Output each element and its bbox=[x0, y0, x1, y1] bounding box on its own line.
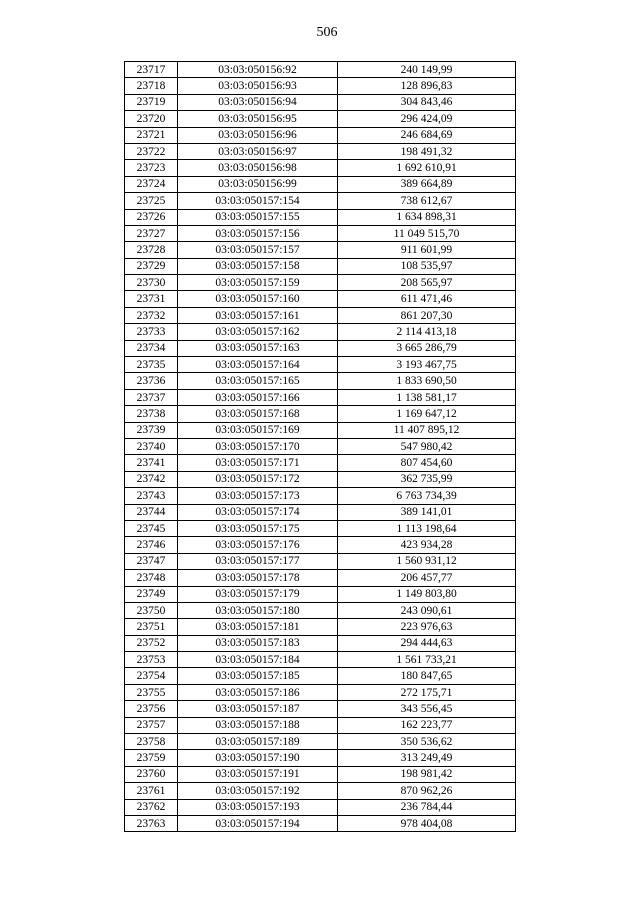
row-number-cell: 23735 bbox=[125, 357, 178, 373]
value-cell: 208 565,97 bbox=[338, 275, 516, 291]
cadastral-number-cell: 03:03:050157:157 bbox=[178, 242, 338, 258]
cadastral-number-cell: 03:03:050157:193 bbox=[178, 799, 338, 815]
row-number-cell: 23725 bbox=[125, 193, 178, 209]
cadastral-number-cell: 03:03:050157:190 bbox=[178, 750, 338, 766]
row-number-cell: 23744 bbox=[125, 504, 178, 520]
value-cell: 1 833 690,50 bbox=[338, 373, 516, 389]
row-number-cell: 23721 bbox=[125, 127, 178, 143]
table-row bbox=[125, 176, 516, 192]
row-number-cell: 23749 bbox=[125, 586, 178, 602]
cadastral-number-cell: 03:03:050157:192 bbox=[178, 783, 338, 799]
value-cell: 296 424,09 bbox=[338, 111, 516, 127]
table-row bbox=[125, 734, 516, 750]
cadastral-number-cell: 03:03:050157:173 bbox=[178, 488, 338, 504]
cadastral-number-cell: 03:03:050156:96 bbox=[178, 127, 338, 143]
value-cell: 162 223,77 bbox=[338, 717, 516, 733]
cadastral-number-cell: 03:03:050157:165 bbox=[178, 373, 338, 389]
table-row bbox=[125, 94, 516, 110]
value-cell: 547 980,42 bbox=[338, 438, 516, 454]
row-number-cell: 23722 bbox=[125, 143, 178, 159]
table-row bbox=[125, 701, 516, 717]
value-cell: 1 560 931,12 bbox=[338, 553, 516, 569]
cadastral-number-cell: 03:03:050157:166 bbox=[178, 389, 338, 405]
cadastral-number-cell: 03:03:050156:99 bbox=[178, 176, 338, 192]
value-cell: 978 404,08 bbox=[338, 815, 516, 831]
table-row bbox=[125, 78, 516, 94]
row-number-cell: 23743 bbox=[125, 488, 178, 504]
table-row bbox=[125, 127, 516, 143]
value-cell: 243 090,61 bbox=[338, 602, 516, 618]
row-number-cell: 23720 bbox=[125, 111, 178, 127]
cadastral-number-cell: 03:03:050157:186 bbox=[178, 684, 338, 700]
value-cell: 1 692 610,91 bbox=[338, 160, 516, 176]
table-row bbox=[125, 62, 516, 78]
table-row bbox=[125, 422, 516, 438]
row-number-cell: 23737 bbox=[125, 389, 178, 405]
cadastral-number-cell: 03:03:050156:98 bbox=[178, 160, 338, 176]
value-cell: 807 454,60 bbox=[338, 455, 516, 471]
cadastral-number-cell: 03:03:050157:179 bbox=[178, 586, 338, 602]
row-number-cell: 23729 bbox=[125, 258, 178, 274]
cadastral-number-cell: 03:03:050157:160 bbox=[178, 291, 338, 307]
value-cell: 738 612,67 bbox=[338, 193, 516, 209]
row-number-cell: 23736 bbox=[125, 373, 178, 389]
registry-table bbox=[124, 61, 516, 832]
value-cell: 128 896,83 bbox=[338, 78, 516, 94]
value-cell: 206 457,77 bbox=[338, 570, 516, 586]
table-row bbox=[125, 373, 516, 389]
value-cell: 108 535,97 bbox=[338, 258, 516, 274]
value-cell: 343 556,45 bbox=[338, 701, 516, 717]
cadastral-number-cell: 03:03:050156:93 bbox=[178, 78, 338, 94]
table-row bbox=[125, 783, 516, 799]
row-number-cell: 23755 bbox=[125, 684, 178, 700]
table-row bbox=[125, 488, 516, 504]
value-cell: 6 763 734,39 bbox=[338, 488, 516, 504]
table-row bbox=[125, 586, 516, 602]
table-row bbox=[125, 111, 516, 127]
table-row bbox=[125, 471, 516, 487]
value-cell: 2 114 413,18 bbox=[338, 324, 516, 340]
row-number-cell: 23739 bbox=[125, 422, 178, 438]
row-number-cell: 23728 bbox=[125, 242, 178, 258]
value-cell: 11 049 515,70 bbox=[338, 225, 516, 241]
table-row bbox=[125, 340, 516, 356]
cadastral-number-cell: 03:03:050157:155 bbox=[178, 209, 338, 225]
value-cell: 3 665 286,79 bbox=[338, 340, 516, 356]
row-number-cell: 23759 bbox=[125, 750, 178, 766]
row-number-cell: 23752 bbox=[125, 635, 178, 651]
row-number-cell: 23763 bbox=[125, 815, 178, 831]
value-cell: 362 735,99 bbox=[338, 471, 516, 487]
table-row bbox=[125, 455, 516, 471]
table-row bbox=[125, 275, 516, 291]
cadastral-number-cell: 03:03:050157:178 bbox=[178, 570, 338, 586]
row-number-cell: 23719 bbox=[125, 94, 178, 110]
row-number-cell: 23723 bbox=[125, 160, 178, 176]
registry-table-body bbox=[125, 62, 516, 832]
row-number-cell: 23757 bbox=[125, 717, 178, 733]
row-number-cell: 23756 bbox=[125, 701, 178, 717]
row-number-cell: 23740 bbox=[125, 438, 178, 454]
value-cell: 304 843,46 bbox=[338, 94, 516, 110]
table-row bbox=[125, 406, 516, 422]
row-number-cell: 23746 bbox=[125, 537, 178, 553]
cadastral-number-cell: 03:03:050157:170 bbox=[178, 438, 338, 454]
table-row bbox=[125, 357, 516, 373]
value-cell: 1 169 647,12 bbox=[338, 406, 516, 422]
value-cell: 198 981,42 bbox=[338, 766, 516, 782]
cadastral-number-cell: 03:03:050157:185 bbox=[178, 668, 338, 684]
cadastral-number-cell: 03:03:050157:172 bbox=[178, 471, 338, 487]
row-number-cell: 23717 bbox=[125, 62, 178, 78]
cadastral-number-cell: 03:03:050157:181 bbox=[178, 619, 338, 635]
value-cell: 350 536,62 bbox=[338, 734, 516, 750]
table-row bbox=[125, 570, 516, 586]
value-cell: 1 634 898,31 bbox=[338, 209, 516, 225]
row-number-cell: 23742 bbox=[125, 471, 178, 487]
value-cell: 272 175,71 bbox=[338, 684, 516, 700]
table-row bbox=[125, 766, 516, 782]
value-cell: 240 149,99 bbox=[338, 62, 516, 78]
cadastral-number-cell: 03:03:050157:177 bbox=[178, 553, 338, 569]
table-row bbox=[125, 324, 516, 340]
cadastral-number-cell: 03:03:050157:194 bbox=[178, 815, 338, 831]
table-row bbox=[125, 668, 516, 684]
table-row bbox=[125, 520, 516, 536]
row-number-cell: 23760 bbox=[125, 766, 178, 782]
row-number-cell: 23738 bbox=[125, 406, 178, 422]
row-number-cell: 23754 bbox=[125, 668, 178, 684]
row-number-cell: 23730 bbox=[125, 275, 178, 291]
cadastral-number-cell: 03:03:050157:187 bbox=[178, 701, 338, 717]
row-number-cell: 23748 bbox=[125, 570, 178, 586]
cadastral-number-cell: 03:03:050157:191 bbox=[178, 766, 338, 782]
value-cell: 911 601,99 bbox=[338, 242, 516, 258]
table-row bbox=[125, 750, 516, 766]
table-row bbox=[125, 602, 516, 618]
value-cell: 389 664,89 bbox=[338, 176, 516, 192]
value-cell: 861 207,30 bbox=[338, 307, 516, 323]
table-row bbox=[125, 619, 516, 635]
cadastral-number-cell: 03:03:050157:183 bbox=[178, 635, 338, 651]
cadastral-number-cell: 03:03:050157:154 bbox=[178, 193, 338, 209]
value-cell: 11 407 895,12 bbox=[338, 422, 516, 438]
table-row bbox=[125, 652, 516, 668]
cadastral-number-cell: 03:03:050156:97 bbox=[178, 143, 338, 159]
cadastral-number-cell: 03:03:050156:92 bbox=[178, 62, 338, 78]
row-number-cell: 23731 bbox=[125, 291, 178, 307]
cadastral-number-cell: 03:03:050157:188 bbox=[178, 717, 338, 733]
cadastral-number-cell: 03:03:050157:169 bbox=[178, 422, 338, 438]
value-cell: 423 934,28 bbox=[338, 537, 516, 553]
cadastral-number-cell: 03:03:050157:162 bbox=[178, 324, 338, 340]
row-number-cell: 23727 bbox=[125, 225, 178, 241]
table-row bbox=[125, 225, 516, 241]
row-number-cell: 23724 bbox=[125, 176, 178, 192]
table-row bbox=[125, 504, 516, 520]
cadastral-number-cell: 03:03:050157:168 bbox=[178, 406, 338, 422]
table-row bbox=[125, 242, 516, 258]
value-cell: 246 684,69 bbox=[338, 127, 516, 143]
row-number-cell: 23747 bbox=[125, 553, 178, 569]
table-row bbox=[125, 537, 516, 553]
cadastral-number-cell: 03:03:050156:95 bbox=[178, 111, 338, 127]
row-number-cell: 23758 bbox=[125, 734, 178, 750]
value-cell: 389 141,01 bbox=[338, 504, 516, 520]
cadastral-number-cell: 03:03:050157:164 bbox=[178, 357, 338, 373]
row-number-cell: 23733 bbox=[125, 324, 178, 340]
row-number-cell: 23750 bbox=[125, 602, 178, 618]
value-cell: 313 249,49 bbox=[338, 750, 516, 766]
cadastral-number-cell: 03:03:050157:189 bbox=[178, 734, 338, 750]
value-cell: 223 976,63 bbox=[338, 619, 516, 635]
page-number: 506 bbox=[316, 25, 338, 40]
value-cell: 611 471,46 bbox=[338, 291, 516, 307]
row-number-cell: 23753 bbox=[125, 652, 178, 668]
row-number-cell: 23762 bbox=[125, 799, 178, 815]
cadastral-number-cell: 03:03:050157:171 bbox=[178, 455, 338, 471]
value-cell: 3 193 467,75 bbox=[338, 357, 516, 373]
value-cell: 870 962,26 bbox=[338, 783, 516, 799]
table-row bbox=[125, 143, 516, 159]
cadastral-number-cell: 03:03:050157:161 bbox=[178, 307, 338, 323]
table-row bbox=[125, 258, 516, 274]
value-cell: 1 561 733,21 bbox=[338, 652, 516, 668]
value-cell: 1 113 198,64 bbox=[338, 520, 516, 536]
table-row bbox=[125, 553, 516, 569]
table-row bbox=[125, 717, 516, 733]
value-cell: 236 784,44 bbox=[338, 799, 516, 815]
row-number-cell: 23718 bbox=[125, 78, 178, 94]
table-row bbox=[125, 389, 516, 405]
table-row bbox=[125, 160, 516, 176]
value-cell: 294 444,63 bbox=[338, 635, 516, 651]
table-row bbox=[125, 209, 516, 225]
row-number-cell: 23726 bbox=[125, 209, 178, 225]
cadastral-number-cell: 03:03:050157:158 bbox=[178, 258, 338, 274]
table-row bbox=[125, 635, 516, 651]
cadastral-number-cell: 03:03:050157:176 bbox=[178, 537, 338, 553]
cadastral-number-cell: 03:03:050157:184 bbox=[178, 652, 338, 668]
row-number-cell: 23761 bbox=[125, 783, 178, 799]
cadastral-number-cell: 03:03:050157:156 bbox=[178, 225, 338, 241]
table-row bbox=[125, 684, 516, 700]
row-number-cell: 23741 bbox=[125, 455, 178, 471]
value-cell: 1 149 803,80 bbox=[338, 586, 516, 602]
cadastral-number-cell: 03:03:050157:163 bbox=[178, 340, 338, 356]
table-row bbox=[125, 815, 516, 831]
cadastral-number-cell: 03:03:050157:174 bbox=[178, 504, 338, 520]
row-number-cell: 23751 bbox=[125, 619, 178, 635]
cadastral-number-cell: 03:03:050157:159 bbox=[178, 275, 338, 291]
value-cell: 198 491,32 bbox=[338, 143, 516, 159]
row-number-cell: 23734 bbox=[125, 340, 178, 356]
value-cell: 1 138 581,17 bbox=[338, 389, 516, 405]
cadastral-number-cell: 03:03:050156:94 bbox=[178, 94, 338, 110]
table-row bbox=[125, 307, 516, 323]
table-row bbox=[125, 291, 516, 307]
table-row bbox=[125, 438, 516, 454]
row-number-cell: 23745 bbox=[125, 520, 178, 536]
table-row bbox=[125, 193, 516, 209]
cadastral-number-cell: 03:03:050157:175 bbox=[178, 520, 338, 536]
cadastral-number-cell: 03:03:050157:180 bbox=[178, 602, 338, 618]
table-row bbox=[125, 799, 516, 815]
row-number-cell: 23732 bbox=[125, 307, 178, 323]
value-cell: 180 847,65 bbox=[338, 668, 516, 684]
